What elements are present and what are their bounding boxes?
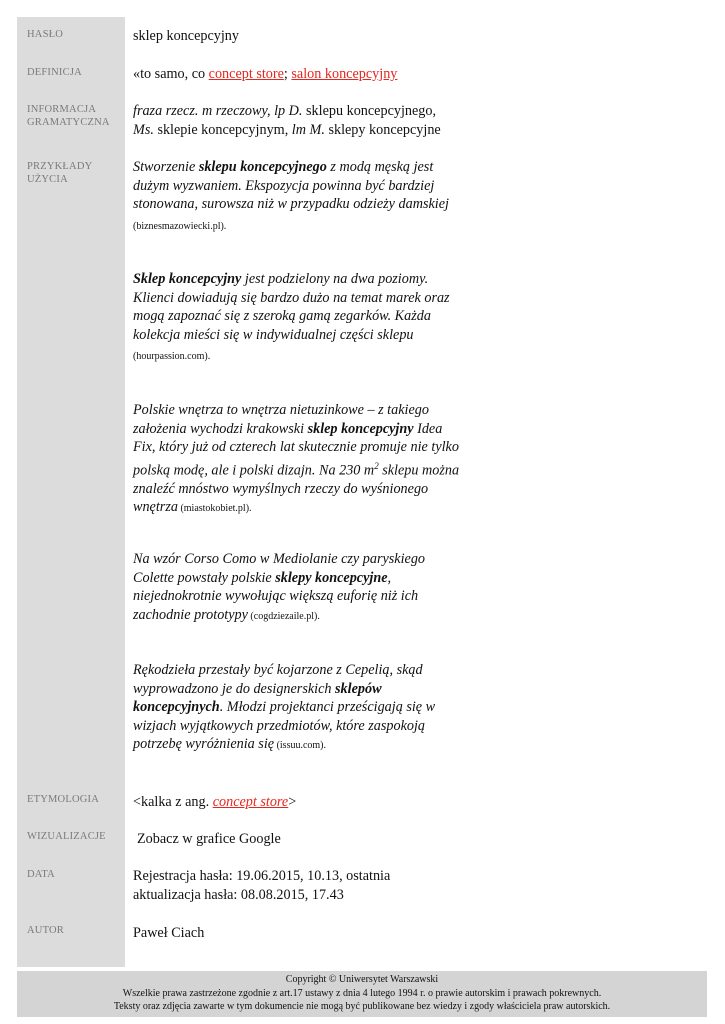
example-source: (miastokobiet.pl)	[177, 503, 250, 515]
grammar-form-3: sklepy koncepcyjne	[324, 121, 441, 138]
link-etymology-concept-store[interactable]: concept store	[212, 794, 289, 810]
label-definicja: DEFINICJA	[27, 67, 82, 78]
example-headword: sklepów koncepcyjnych	[133, 680, 382, 715]
label-etymologia: ETYMOLOGIA	[27, 794, 99, 805]
link-concept-store[interactable]: concept store	[208, 66, 284, 82]
label-data: DATA	[27, 869, 55, 880]
example-period: .	[317, 610, 320, 622]
example-3	[133, 401, 463, 519]
footer-line-2: Wszelkie prawa zastrzeżone zgodnie z art.17 ustawy z dnia 4 lutego 1994 r. o prawie autorskim i prawach pokrewnych.	[122, 987, 602, 999]
label-informacja-gramatyczna	[27, 103, 122, 129]
copyright-footer	[17, 971, 707, 1017]
label-haslo: HASŁO	[27, 29, 64, 40]
example-5	[133, 661, 463, 756]
label-wizualizacje: WIZUALIZACJE	[27, 831, 106, 842]
example-source: (biznesmazowiecki.pl)	[133, 220, 224, 232]
example-4	[133, 550, 463, 626]
example-text: . Młodzi projektanci prześcigają się w wizjach wyjątkowych przedmiotów, które zaspokoją potrzebę wyróżnienia się	[133, 699, 436, 752]
footer-line-1: Copyright © Uniwersytet Warszawski	[285, 974, 439, 985]
example-period: .	[323, 740, 327, 751]
example-headword: sklepy koncepcyjne	[275, 569, 388, 586]
example-text: jest podzielony na dwa poziomy. Klienci dowiadują się bardzo dużo na temat marek oraz mogą zapoznać się z szeroką gamą zegarków. Każda kolekcja mieści się w indywidualnej części sklepu	[133, 271, 450, 343]
label-przyklady-line2: UŻYCIA	[27, 174, 68, 185]
example-period: .	[207, 351, 211, 362]
etymology-prefix: <kalka z ang.	[133, 794, 213, 810]
google-images-link[interactable]: Zobacz w grafice Google	[137, 831, 281, 847]
definition-separator: ;	[283, 66, 292, 82]
example-2	[133, 270, 463, 367]
label-informacja-line1: INFORMACJA	[27, 104, 97, 115]
example-headword: sklepu koncepcyjnego	[198, 159, 327, 175]
example-headword: Sklep koncepcyjny	[133, 271, 242, 287]
label-przyklady-line1: PRZYKŁADY	[27, 161, 93, 172]
example-headword: sklep koncepcyjny	[307, 420, 414, 437]
etymology	[133, 793, 473, 812]
example-text: Idea Fix, który już od czterech lat skutecznie promuje nie tylko polską modę, ale i polski dizajn. Na 230 m	[133, 420, 459, 479]
grammar-tag-3: lm M.	[291, 121, 325, 138]
etymology-suffix: >	[288, 794, 297, 810]
example-text: Stworzenie	[133, 159, 199, 175]
grammar-form-1: sklepu koncepcyjnego,	[302, 103, 437, 119]
grammar-info	[133, 102, 473, 139]
label-informacja-line2: GRAMATYCZNA	[27, 117, 110, 128]
example-source: (issuu.com)	[274, 740, 324, 751]
example-1	[133, 158, 463, 236]
example-text: Polskie wnętrza to wnętrza nietuzinkowe – z takiego założenia wychodzi krakowski	[133, 402, 429, 437]
dates	[133, 867, 473, 904]
example-text: Rękodzieła przestały być kojarzone z Cepelią, skąd wyprowadzono je do designerskich	[133, 662, 423, 697]
example-text: sklepu można znaleźć mnóstwo wymyślnych rzeczy do wyśnionego wnętrza	[133, 462, 460, 516]
headword: sklep koncepcyjny	[133, 28, 239, 44]
example-period: .	[249, 503, 252, 515]
example-text: Na wzór Corso Como w Mediolanie czy paryskiego Colette powstały polskie	[133, 551, 426, 586]
link-salon-koncepcyjny[interactable]: salon koncepcyjny	[291, 66, 398, 82]
grammar-form-2: sklepie koncepcyjnym,	[153, 121, 292, 138]
example-period: .	[223, 220, 227, 232]
footer-line-3: Teksty oraz zdjęcia zawarte w tym dokumencie nie mogą być publikowane bez wiedzy i zgody właściciela praw autorskich.	[113, 1001, 611, 1012]
label-przyklady-uzycia	[27, 160, 122, 186]
grammar-tag-1: fraza rzecz. m rzeczowy, lp D.	[133, 103, 303, 119]
grammar-line-1	[133, 102, 473, 121]
example-source: (cogdziezaile.pl)	[247, 610, 318, 622]
label-autor: AUTOR	[27, 925, 64, 936]
definition	[133, 65, 473, 84]
grammar-line-2	[133, 121, 473, 140]
example-superscript: 2	[374, 460, 379, 471]
date-registration: Rejestracja hasła: 19.06.2015, 10.13, ostatnia	[133, 868, 391, 884]
definition-prefix: «to samo, co	[133, 66, 209, 82]
example-source: (hourpassion.com)	[133, 351, 208, 362]
grammar-tag-2: Ms.	[133, 121, 154, 138]
example-text: , niejednokrotnie wywołując większą euforię niż ich zachodnie prototypy	[133, 569, 419, 623]
date-update: aktualizacja hasła: 08.08.2015, 17.43	[133, 886, 344, 903]
example-text: z modą męską jest dużym wyzwaniem. Ekspozycja powinna być bardziej stonowana, surowsza niż w przypadku odzieży damskiej	[133, 159, 449, 212]
author: Paweł Ciach	[133, 925, 205, 941]
